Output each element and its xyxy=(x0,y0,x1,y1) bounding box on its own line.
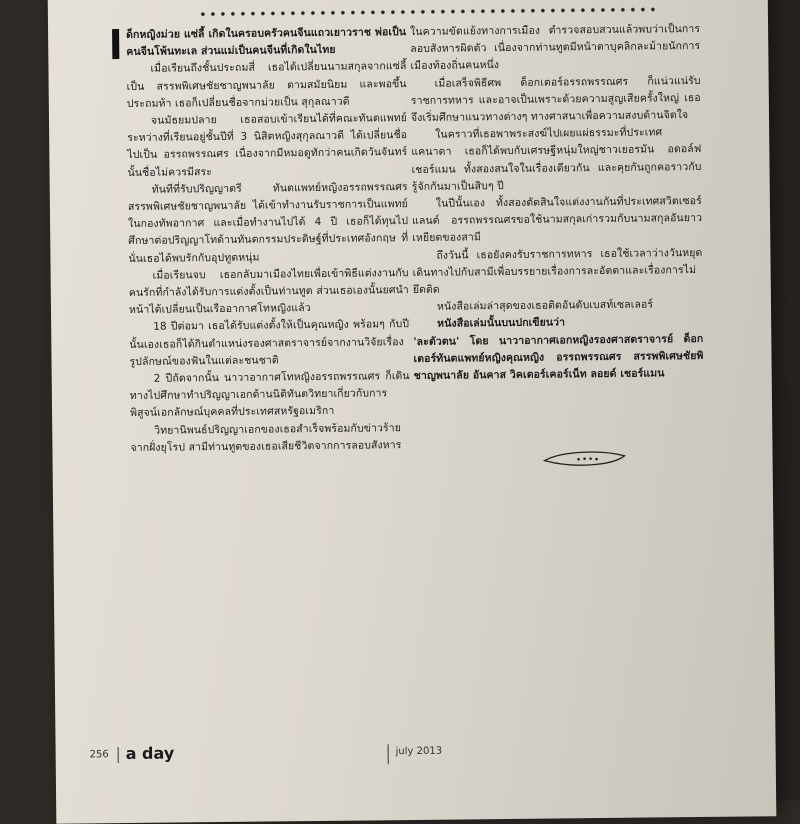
paragraph: เมื่อเสร็จพิธีศพ ด็อกเตอร์อรรถพรรณศร ก็แน่วแน่รับราชการทหาร และอาจเป็นเพราะด้วยความสูญเสียครั้งใหญ่ เธอจึงเริ่มศึกษาแนวทางต่างๆ ทางศาสนาเพื่อความสงบด้านจิตใจ xyxy=(410,74,701,125)
lead-text: ด็กหญิงม่วย แซ่ลี้ เกิดในครอบครัวคนจีนแถวเยาวราช พ่อเป็นคนจีนโพ้นทะเล ส่วนแม่เป็นคนจีนที่เกิดในไทย xyxy=(126,26,407,59)
dotted-divider xyxy=(198,5,658,18)
paragraph: 18 ปีต่อมา เธอได้รับแต่งตั้งให้เป็นคุณหญิง พร้อมๆ กับปีนั้นเองเธอก็ได้กินตำแหน่งรองศาสตราจารย์จากงานวิจัยเรื่องรูปลักษณ์ของฟันในแต่ละชนชาติ xyxy=(129,318,410,368)
issue-date: july 2013 xyxy=(395,745,443,758)
paragraph: ในความขัดแย้งทางการเมือง ตำรวจสอบสวนแล้วพบว่าเป็นการลอบสังหารผิดตัว เนื่องจากท่านทูตมีหน้าตาบุคลิกละม้ายนักการเมืองท้องถิ่นคนหนึ่ง xyxy=(410,22,701,73)
right-column xyxy=(410,21,704,385)
page-number: 256 xyxy=(89,749,109,761)
paragraph: ในปีนั้นเอง ทั้งสองตัดสินใจแต่งงานกันที่ประเทศสวิตเซอร์แลนด์ อรรถพรรณศรขอใช้นามสกุลเก่ารวมกับนามสกุลอันยาวเหยียดของสามี xyxy=(412,194,703,245)
paragraph: เมื่อเรียนถึงชั้นประถมสี่ เธอได้เปลี่ยนนามสกุลจากแซ่ลี้ เป็น สรรพพิเศษชัยชาญพนาลัย ตามสมัยนิยม และพอขึ้นประถมห้า เธอก็เปลี่ยนชื่อจากม่วยเป็น สุกุลณาวดี xyxy=(126,60,407,110)
drop-bar xyxy=(112,29,119,59)
book-credit: 'ละตัวตน' โดย นาวาอากาศเอกหญิงรองศาสตราจารย์ ด็อกเตอร์ทันตแพทย์หญิงคุณหญิง อรรถพรรณศร สรรพพิเศษชัยพิชาญพนาลัย อันคาส วิคเตอร์เคอร์เน็ท ลอยด์ เชอร์แมน xyxy=(413,332,704,383)
left-column xyxy=(126,24,410,457)
paragraph: หนังสือเล่มล่าสุดของเธอติดอันดับเบสท์เซลเลอร์ xyxy=(436,298,654,313)
signoff-ornament-icon xyxy=(542,448,626,471)
paragraph: วิทยานิพนธ์ปริญญาเอกของเธอสำเร็จพร้อมกับข่าวร้ายจากฝั่งยุโรป สามีท่านทูตของเธอเสียชีวิตจากการลอบสังหาร xyxy=(130,421,402,454)
footer-divider xyxy=(388,744,389,764)
paragraph: ในคราวที่เธอพาพระสงฆ์ไปเผยแผ่ธรรมะที่ประเทศแคนาดา เธอก็ได้พบกับเศรษฐีหนุ่มใหญ่ชาวเยอรมัน อดอล์ฟ เชอร์แมน ทั้งสองสนใจในเรื่องเดียวกัน และคุยกันถูกคอราวกับรู้จักกันมาเป็นสิบๆ ปี xyxy=(411,126,702,193)
magazine-name: a day xyxy=(125,743,175,764)
paragraph: ทันทีที่รับปริญญาตรี ทันตแพทย์หญิงอรรถพรรณศร สรรพพิเศษชัยชาญพนาลัย ได้เข้าทำงานรับราชการเป็นแพทย์ในกองทัพอากาศ และเมื่อทำงานไปได้ 4 ปี เธอก็ได้ทุนไปศึกษาต่อปริญญาโทด้านทันตกรรมประดิษฐ์ที่ประเทศอังกฤษ ที่นั่นเธอได้พบรักกับอุปทูตหนุ่ม xyxy=(127,180,409,265)
paragraph: จนมัธยมปลาย เธอสอบเข้าเรียนได้ที่คณะทันตแพทย์ ระหว่างที่เรียนอยู่ชั้นปีที่ 3 นิสิตหญิงสุกุลณาวดี ได้เปลี่ยนชื่อไปเป็น อรรถพรรณศร เนื่องจากมีหมอดูทักว่าคนเกิดวันจันทร์นั้นชื่อไม่ควรมีสระ xyxy=(127,112,408,179)
closing-heading: หนังสือเล่มนั้นบนปกเขียนว่า xyxy=(437,316,566,331)
page-footer xyxy=(56,734,776,782)
magazine-page xyxy=(48,0,777,824)
footer-divider xyxy=(118,747,119,763)
lead-paragraph xyxy=(126,24,406,61)
paragraph: เมื่อเรียนจบ เธอกลับมาเมืองไทยเพื่อเข้าพิธีแต่งงานกับคนรักที่กำลังได้รับการแต่งตั้งเป็นท่านทูต ส่วนเธอเองนั้นยศนำหน้าได้เปลี่ยนเป็นเรืออากาศโทหญิงแล้ว xyxy=(128,266,409,317)
paragraph: 2 ปีถัดจากนั้น นาวาอากาศโทหญิงอรรถพรรณศร ก็เดินทางไปศึกษาทำปริญญาเอกด้านนิติทันตวิทยาเกี่ยวกับการพิสูจน์เอกลักษณ์บุคคลที่ประเทศสหรัฐอเมริกา xyxy=(129,370,410,420)
paragraph: ถึงวันนี้ เธอยังคงรับราชการทหาร เธอใช้เวลาว่างวันหยุดเดินทางไปกับสามีเพื่อบรรยายเรื่องการละอัตตาและเรื่องการไม่ยึดติด xyxy=(412,246,703,297)
